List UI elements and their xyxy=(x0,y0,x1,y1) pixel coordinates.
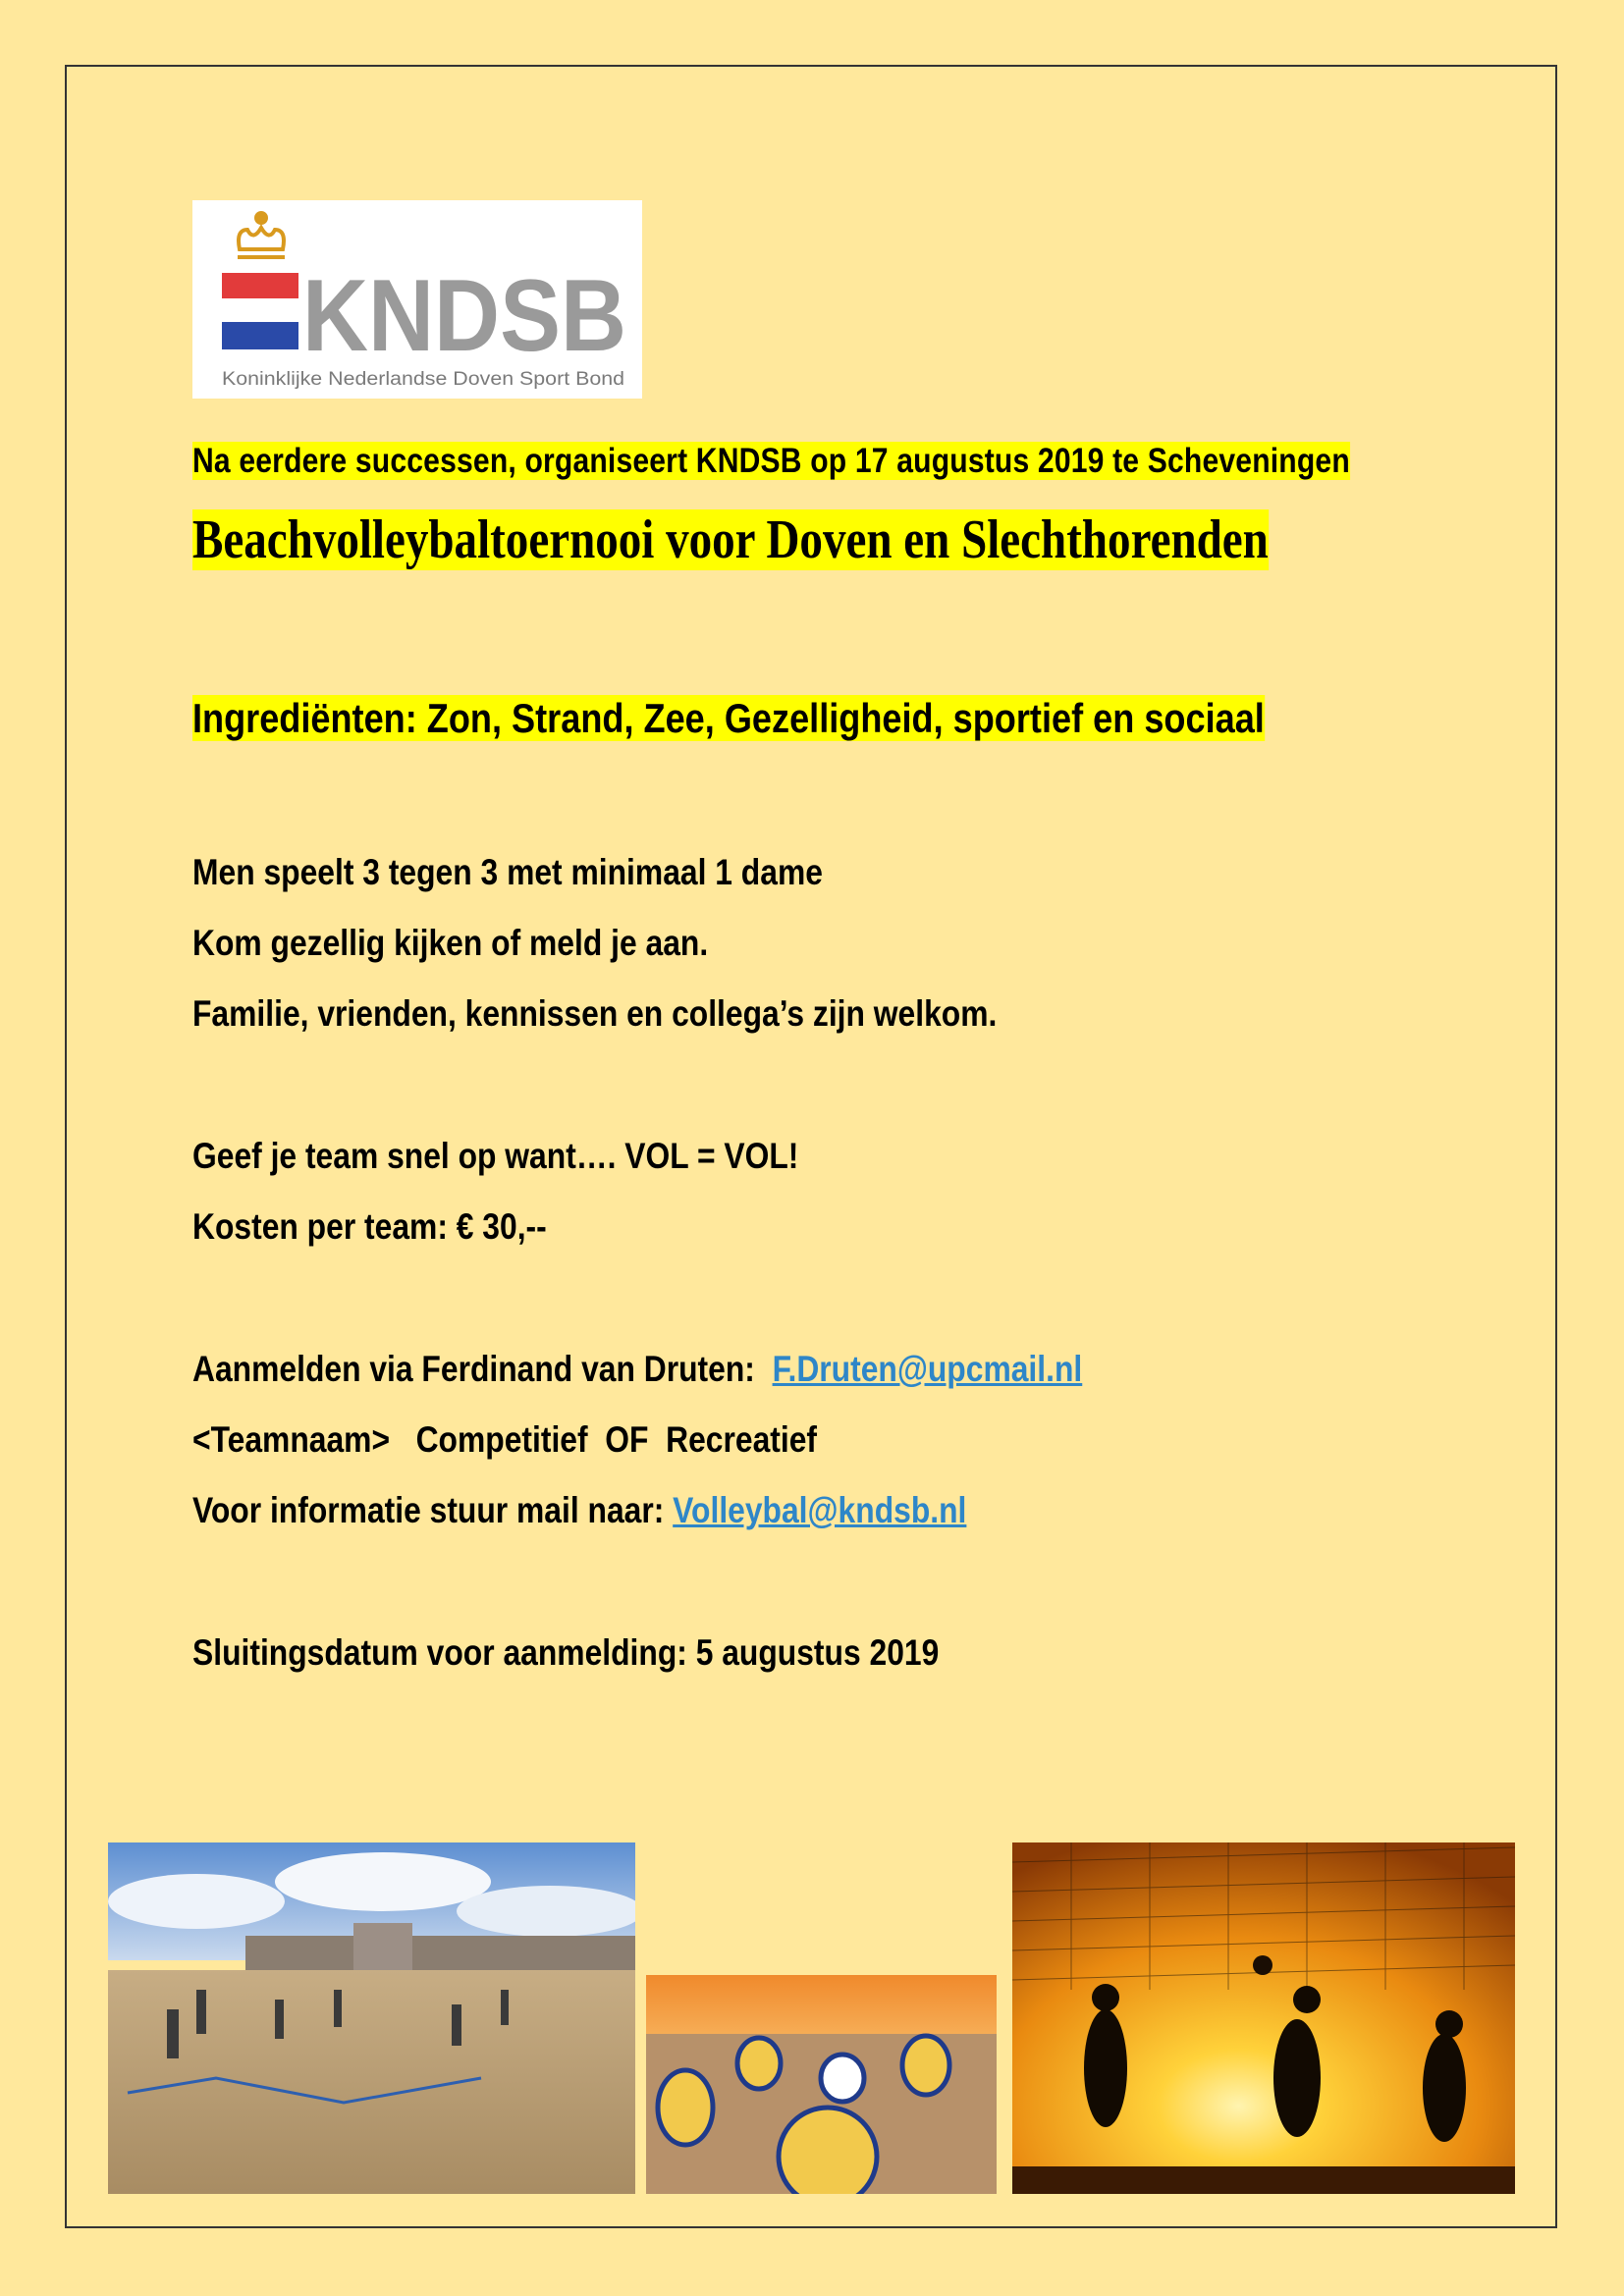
beach-tournament-photo xyxy=(108,1842,635,2194)
volleyballs-on-sand-photo xyxy=(646,1975,997,2194)
info-email-link[interactable]: Volleybal@kndsb.nl xyxy=(673,1490,967,1530)
register-label: Aanmelden via Ferdinand van Druten: xyxy=(192,1349,755,1389)
hurry-text: Geef je team snel op want…. VOL = VOL! xyxy=(192,1136,799,1176)
intro-text: Na eerdere successen, organiseert KNDSB op 17 augustus 2019 te Scheveningen xyxy=(192,442,1350,480)
welcome-text: Familie, vrienden, kennissen en collega’s zijn welkom. xyxy=(192,993,998,1034)
register-line xyxy=(192,1349,1082,1390)
rule-text: Men speelt 3 tegen 3 met minimaal 1 dame xyxy=(192,852,823,892)
page-title: Beachvolleybaltoernooi voor Doven en Slechthorenden xyxy=(192,509,1269,570)
register-email-link[interactable]: F.Druten@upcmail.nl xyxy=(772,1349,1083,1389)
watch-text: Kom gezellig kijken of meld je aan. xyxy=(192,923,709,963)
cost-text: Kosten per team: € 30,-- xyxy=(192,1206,547,1247)
info-label: Voor informatie stuur mail naar: xyxy=(192,1490,665,1530)
ingredients-text: Ingrediënten: Zon, Strand, Zee, Gezelligheid, sportief en sociaal xyxy=(192,695,1265,741)
kndsb-logo xyxy=(192,200,642,399)
info-line xyxy=(192,1490,966,1531)
logo-brand: KNDSB xyxy=(302,259,626,373)
dutch-flag-icon xyxy=(222,273,298,349)
sunset-volleyball-photo xyxy=(1012,1842,1515,2194)
deadline-text: Sluitingsdatum voor aanmelding: 5 augustus 2019 xyxy=(192,1632,940,1673)
logo-subtitle: Koninklijke Nederlandse Doven Sport Bond xyxy=(222,369,624,390)
crown-icon xyxy=(238,213,285,257)
team-format-text: <Teamnaam> Competitief OF Recreatief xyxy=(192,1419,818,1460)
